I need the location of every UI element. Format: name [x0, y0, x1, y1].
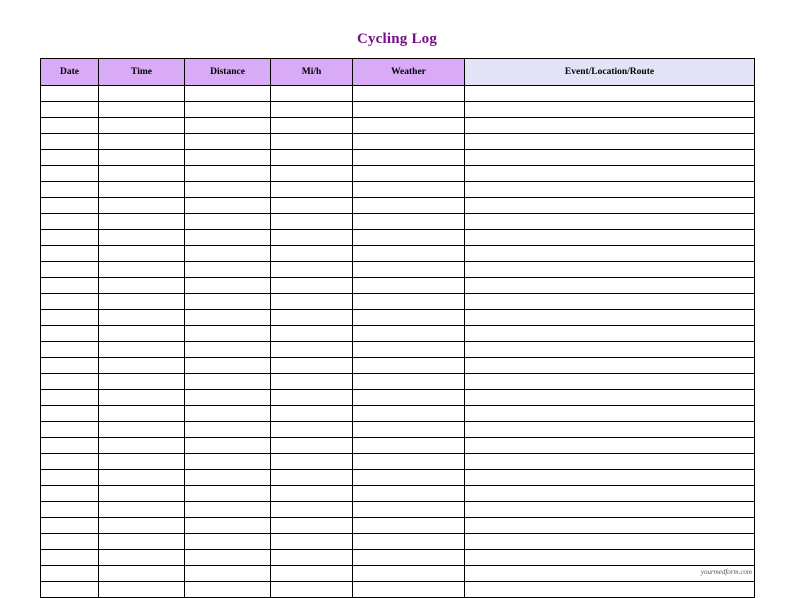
table-row[interactable]: [41, 214, 755, 230]
cell-time[interactable]: [99, 534, 185, 550]
cell-distance[interactable]: [185, 86, 271, 102]
cell-event[interactable]: [465, 294, 755, 310]
cell-event[interactable]: [465, 150, 755, 166]
cell-mih[interactable]: [271, 550, 353, 566]
cell-weather[interactable]: [353, 310, 465, 326]
cell-date[interactable]: [41, 150, 99, 166]
table-row[interactable]: [41, 438, 755, 454]
cell-mih[interactable]: [271, 198, 353, 214]
cell-date[interactable]: [41, 422, 99, 438]
cell-weather[interactable]: [353, 326, 465, 342]
table-row[interactable]: [41, 118, 755, 134]
cell-time[interactable]: [99, 214, 185, 230]
cell-event[interactable]: [465, 198, 755, 214]
cell-date[interactable]: [41, 374, 99, 390]
cell-event[interactable]: [465, 166, 755, 182]
table-row[interactable]: [41, 278, 755, 294]
cell-date[interactable]: [41, 182, 99, 198]
table-row[interactable]: [41, 182, 755, 198]
column-header-date: Date: [41, 59, 99, 86]
cell-mih[interactable]: [271, 134, 353, 150]
cell-weather[interactable]: [353, 374, 465, 390]
table-row[interactable]: [41, 470, 755, 486]
cell-distance[interactable]: [185, 470, 271, 486]
cell-time[interactable]: [99, 182, 185, 198]
table-row[interactable]: [41, 150, 755, 166]
cell-mih[interactable]: [271, 86, 353, 102]
cell-time[interactable]: [99, 118, 185, 134]
cell-time[interactable]: [99, 406, 185, 422]
cell-weather[interactable]: [353, 438, 465, 454]
table-row[interactable]: [41, 550, 755, 566]
cell-weather[interactable]: [353, 150, 465, 166]
cell-mih[interactable]: [271, 118, 353, 134]
cell-date[interactable]: [41, 102, 99, 118]
table-row[interactable]: [41, 582, 755, 598]
cell-distance[interactable]: [185, 198, 271, 214]
cell-event[interactable]: [465, 214, 755, 230]
cell-date[interactable]: [41, 294, 99, 310]
table-row[interactable]: [41, 342, 755, 358]
cell-weather[interactable]: [353, 358, 465, 374]
cell-date[interactable]: [41, 406, 99, 422]
cell-distance[interactable]: [185, 390, 271, 406]
column-header-mih: Mi/h: [271, 59, 353, 86]
table-row[interactable]: [41, 422, 755, 438]
cell-time[interactable]: [99, 422, 185, 438]
cell-time[interactable]: [99, 358, 185, 374]
cell-date[interactable]: [41, 230, 99, 246]
cell-time[interactable]: [99, 198, 185, 214]
cell-event[interactable]: [465, 502, 755, 518]
cell-mih[interactable]: [271, 518, 353, 534]
cell-distance[interactable]: [185, 278, 271, 294]
cell-date[interactable]: [41, 214, 99, 230]
cell-date[interactable]: [41, 390, 99, 406]
cell-date[interactable]: [41, 550, 99, 566]
cell-time[interactable]: [99, 230, 185, 246]
table-row[interactable]: [41, 86, 755, 102]
cell-date[interactable]: [41, 86, 99, 102]
cell-mih[interactable]: [271, 502, 353, 518]
cell-mih[interactable]: [271, 374, 353, 390]
table-row[interactable]: [41, 390, 755, 406]
cell-distance[interactable]: [185, 294, 271, 310]
cell-mih[interactable]: [271, 150, 353, 166]
cell-event[interactable]: [465, 182, 755, 198]
table-row[interactable]: [41, 198, 755, 214]
cell-weather[interactable]: [353, 278, 465, 294]
cell-date[interactable]: [41, 470, 99, 486]
cell-time[interactable]: [99, 150, 185, 166]
cell-distance[interactable]: [185, 214, 271, 230]
cell-mih[interactable]: [271, 230, 353, 246]
column-header-event-location-route: Event/Location/Route: [465, 59, 755, 86]
cell-date[interactable]: [41, 454, 99, 470]
cell-event[interactable]: [465, 86, 755, 102]
cell-distance[interactable]: [185, 358, 271, 374]
cell-date[interactable]: [41, 278, 99, 294]
cell-date[interactable]: [41, 342, 99, 358]
cell-distance[interactable]: [185, 118, 271, 134]
cell-date[interactable]: [41, 582, 99, 598]
table-row[interactable]: [41, 534, 755, 550]
cell-time[interactable]: [99, 326, 185, 342]
cell-weather[interactable]: [353, 534, 465, 550]
cell-event[interactable]: [465, 134, 755, 150]
column-header-distance: Distance: [185, 59, 271, 86]
cell-time[interactable]: [99, 454, 185, 470]
cell-date[interactable]: [41, 566, 99, 582]
cell-distance[interactable]: [185, 166, 271, 182]
cell-event[interactable]: [465, 310, 755, 326]
cell-event[interactable]: [465, 390, 755, 406]
table-row[interactable]: [41, 406, 755, 422]
table-row[interactable]: [41, 246, 755, 262]
cell-mih[interactable]: [271, 342, 353, 358]
table-header: [41, 59, 755, 86]
cell-mih[interactable]: [271, 278, 353, 294]
cell-event[interactable]: [465, 422, 755, 438]
cell-distance[interactable]: [185, 310, 271, 326]
cell-distance[interactable]: [185, 374, 271, 390]
cell-event[interactable]: [465, 550, 755, 566]
cell-date[interactable]: [41, 198, 99, 214]
table-row[interactable]: [41, 326, 755, 342]
cell-event[interactable]: [465, 406, 755, 422]
cell-event[interactable]: [465, 534, 755, 550]
cell-distance[interactable]: [185, 502, 271, 518]
cell-time[interactable]: [99, 102, 185, 118]
cell-weather[interactable]: [353, 470, 465, 486]
cell-weather[interactable]: [353, 422, 465, 438]
cell-event[interactable]: [465, 518, 755, 534]
cell-date[interactable]: [41, 518, 99, 534]
cell-event[interactable]: [465, 358, 755, 374]
cell-distance[interactable]: [185, 134, 271, 150]
cell-weather[interactable]: [353, 390, 465, 406]
table-row[interactable]: [41, 134, 755, 150]
cell-time[interactable]: [99, 550, 185, 566]
table-row[interactable]: [41, 294, 755, 310]
cell-weather[interactable]: [353, 182, 465, 198]
cell-weather[interactable]: [353, 294, 465, 310]
cell-event[interactable]: [465, 486, 755, 502]
cell-date[interactable]: [41, 118, 99, 134]
cell-time[interactable]: [99, 486, 185, 502]
cell-event[interactable]: [465, 102, 755, 118]
cell-event[interactable]: [465, 326, 755, 342]
cell-event[interactable]: [465, 262, 755, 278]
cell-event[interactable]: [465, 246, 755, 262]
cell-distance[interactable]: [185, 150, 271, 166]
cell-distance[interactable]: [185, 438, 271, 454]
cell-distance[interactable]: [185, 262, 271, 278]
cell-mih[interactable]: [271, 294, 353, 310]
cell-time[interactable]: [99, 262, 185, 278]
cell-event[interactable]: [465, 342, 755, 358]
cell-distance[interactable]: [185, 550, 271, 566]
cell-weather[interactable]: [353, 134, 465, 150]
cell-weather[interactable]: [353, 198, 465, 214]
cell-date[interactable]: [41, 326, 99, 342]
cell-distance[interactable]: [185, 102, 271, 118]
column-header-weather: Weather: [353, 59, 465, 86]
log-table-container: [40, 58, 754, 598]
cell-mih[interactable]: [271, 262, 353, 278]
cell-weather[interactable]: [353, 166, 465, 182]
table-row[interactable]: [41, 454, 755, 470]
cell-time[interactable]: [99, 438, 185, 454]
cell-mih[interactable]: [271, 214, 353, 230]
cell-time[interactable]: [99, 278, 185, 294]
cell-time[interactable]: [99, 246, 185, 262]
cell-time[interactable]: [99, 342, 185, 358]
cell-date[interactable]: [41, 534, 99, 550]
table-row[interactable]: [41, 230, 755, 246]
cell-event[interactable]: [465, 374, 755, 390]
cell-weather[interactable]: [353, 550, 465, 566]
cell-time[interactable]: [99, 566, 185, 582]
cell-weather[interactable]: [353, 118, 465, 134]
cell-weather[interactable]: [353, 454, 465, 470]
cell-event[interactable]: [465, 118, 755, 134]
cell-time[interactable]: [99, 518, 185, 534]
cell-weather[interactable]: [353, 486, 465, 502]
cell-event[interactable]: [465, 278, 755, 294]
cell-time[interactable]: [99, 582, 185, 598]
cell-mih[interactable]: [271, 102, 353, 118]
cell-weather[interactable]: [353, 342, 465, 358]
cell-weather[interactable]: [353, 262, 465, 278]
cell-date[interactable]: [41, 438, 99, 454]
cell-weather[interactable]: [353, 518, 465, 534]
table-row[interactable]: [41, 358, 755, 374]
table-row[interactable]: [41, 502, 755, 518]
cell-time[interactable]: [99, 502, 185, 518]
cell-distance[interactable]: [185, 582, 271, 598]
cell-distance[interactable]: [185, 518, 271, 534]
table-row[interactable]: [41, 566, 755, 582]
cell-mih[interactable]: [271, 470, 353, 486]
footer-credit: yourmedform.com: [700, 568, 752, 576]
cell-time[interactable]: [99, 134, 185, 150]
cell-mih[interactable]: [271, 454, 353, 470]
cell-weather[interactable]: [353, 230, 465, 246]
cell-mih[interactable]: [271, 582, 353, 598]
cell-distance[interactable]: [185, 342, 271, 358]
cell-mih[interactable]: [271, 166, 353, 182]
cell-mih[interactable]: [271, 358, 353, 374]
cell-mih[interactable]: [271, 326, 353, 342]
cell-date[interactable]: [41, 502, 99, 518]
cell-time[interactable]: [99, 470, 185, 486]
cell-mih[interactable]: [271, 310, 353, 326]
cell-mih[interactable]: [271, 486, 353, 502]
cell-distance[interactable]: [185, 182, 271, 198]
cell-event[interactable]: [465, 454, 755, 470]
cell-mih[interactable]: [271, 438, 353, 454]
cell-mih[interactable]: [271, 566, 353, 582]
cell-time[interactable]: [99, 294, 185, 310]
table-row[interactable]: [41, 310, 755, 326]
cell-distance[interactable]: [185, 566, 271, 582]
table-row[interactable]: [41, 262, 755, 278]
cell-date[interactable]: [41, 166, 99, 182]
cell-event[interactable]: [465, 582, 755, 598]
cell-weather[interactable]: [353, 102, 465, 118]
table-body: [41, 86, 755, 598]
cell-distance[interactable]: [185, 406, 271, 422]
cell-weather[interactable]: [353, 406, 465, 422]
cell-mih[interactable]: [271, 406, 353, 422]
table-row[interactable]: [41, 518, 755, 534]
cell-distance[interactable]: [185, 454, 271, 470]
cell-weather[interactable]: [353, 502, 465, 518]
table-row[interactable]: [41, 102, 755, 118]
cell-time[interactable]: [99, 374, 185, 390]
cell-weather[interactable]: [353, 214, 465, 230]
cell-mih[interactable]: [271, 422, 353, 438]
table-row[interactable]: [41, 374, 755, 390]
cell-weather[interactable]: [353, 566, 465, 582]
cell-weather[interactable]: [353, 246, 465, 262]
cell-mih[interactable]: [271, 246, 353, 262]
cell-distance[interactable]: [185, 422, 271, 438]
cell-mih[interactable]: [271, 534, 353, 550]
cell-date[interactable]: [41, 246, 99, 262]
cell-time[interactable]: [99, 166, 185, 182]
cell-date[interactable]: [41, 134, 99, 150]
cell-event[interactable]: [465, 438, 755, 454]
cell-time[interactable]: [99, 310, 185, 326]
table-row[interactable]: [41, 486, 755, 502]
cell-time[interactable]: [99, 390, 185, 406]
column-header-time: Time: [99, 59, 185, 86]
cell-weather[interactable]: [353, 582, 465, 598]
table-header-row: [41, 59, 755, 86]
cell-distance[interactable]: [185, 326, 271, 342]
cell-weather[interactable]: [353, 86, 465, 102]
cell-event[interactable]: [465, 470, 755, 486]
cell-date[interactable]: [41, 310, 99, 326]
cell-mih[interactable]: [271, 390, 353, 406]
cell-date[interactable]: [41, 262, 99, 278]
table-row[interactable]: [41, 166, 755, 182]
cell-distance[interactable]: [185, 486, 271, 502]
cycling-log-table: [40, 58, 755, 598]
cell-mih[interactable]: [271, 182, 353, 198]
cell-date[interactable]: [41, 358, 99, 374]
cell-distance[interactable]: [185, 230, 271, 246]
cell-date[interactable]: [41, 486, 99, 502]
cell-time[interactable]: [99, 86, 185, 102]
cell-distance[interactable]: [185, 246, 271, 262]
cell-event[interactable]: [465, 230, 755, 246]
page-title: Cycling Log: [356, 31, 438, 47]
cell-distance[interactable]: [185, 534, 271, 550]
